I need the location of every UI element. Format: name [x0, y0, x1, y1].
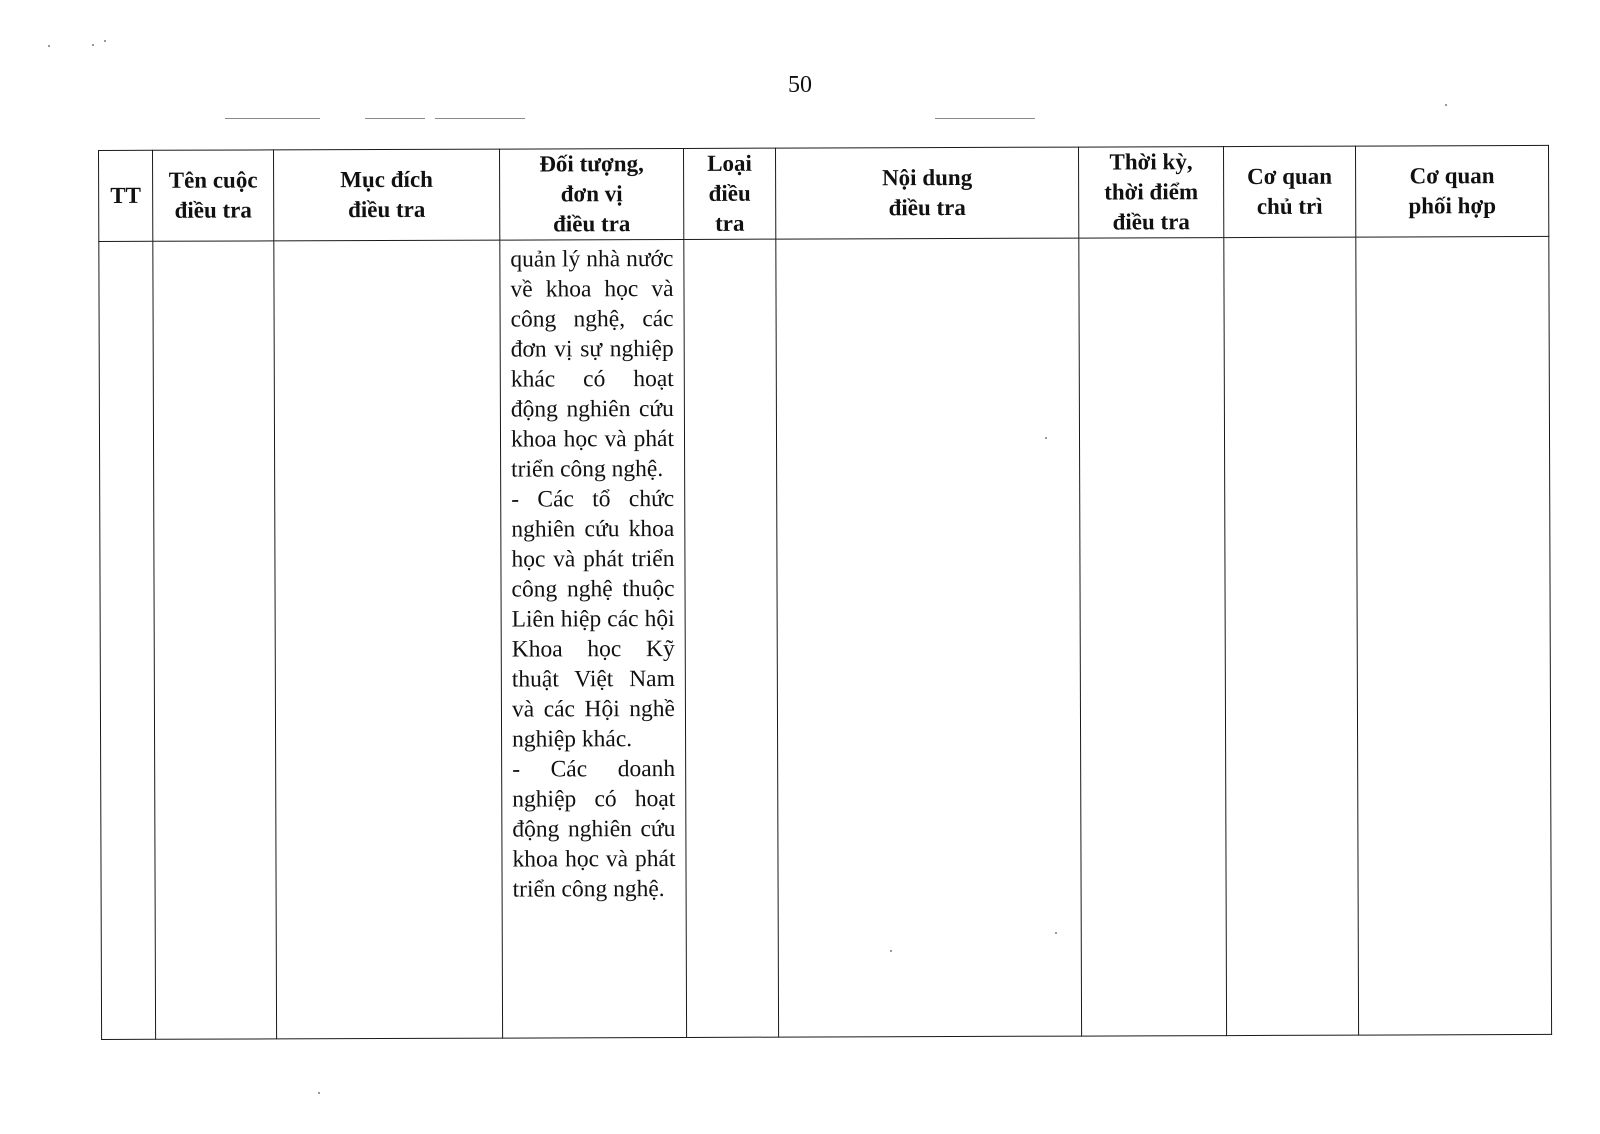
header-line: chủ trì [1256, 193, 1323, 219]
doi-tuong-paragraph: - Các doanh nghiệp có hoạt động nghiên cứu khoa học và phát triển công nghệ. [512, 755, 676, 903]
header-line: phối hợp [1408, 193, 1497, 219]
header-line: Cơ quan [1247, 163, 1333, 189]
cell-noi-dung-dieu-tra [776, 238, 1082, 1037]
header-line: điều tra [348, 196, 426, 223]
header-thoi-ky-thoi-diem [1078, 147, 1223, 239]
header-line: Mục đích [340, 166, 433, 193]
header-line: điều tra [1112, 209, 1190, 235]
scan-artifact-dot [318, 1092, 320, 1094]
cell-thoi-ky-thoi-diem [1079, 238, 1227, 1037]
header-line: đơn vị [560, 181, 623, 207]
scan-artifact-line [935, 118, 1035, 119]
header-line: tra [715, 210, 745, 236]
cell-loai-dieu-tra [684, 239, 779, 1037]
header-line: điều tra [553, 211, 631, 237]
survey-table [98, 145, 1552, 1040]
header-line: Thời kỳ, [1109, 149, 1193, 175]
table-row [99, 236, 1552, 1039]
doi-tuong-paragraph: quản lý nhà nước về khoa học và công nghệ, các đơn vị sự nghiệp khác có hoạt động nghiên cứu khoa học và phát triển công nghệ. [510, 245, 675, 483]
scan-artifact-dot [48, 45, 50, 47]
header-line: Tên cuộc [168, 167, 258, 193]
cell-tt [99, 241, 156, 1039]
header-co-quan-phoi-hop [1355, 145, 1548, 237]
header-line: điều [708, 180, 751, 206]
header-line: thời điểm [1104, 179, 1199, 205]
page-number: 50 [788, 72, 812, 98]
doi-tuong-text [500, 240, 685, 905]
header-co-quan-chu-tri [1223, 146, 1355, 237]
header-noi-dung-dieu-tra [775, 147, 1078, 239]
scan-artifact-line [365, 118, 425, 119]
scan-artifact-dot [92, 44, 94, 46]
header-line: Nội dung [881, 164, 973, 191]
header-ten-cuoc-dieu-tra [153, 150, 274, 241]
cell-co-quan-phoi-hop [1356, 236, 1552, 1035]
header-line: điều tra [888, 194, 966, 221]
scan-artifact-dot [104, 40, 106, 42]
cell-ten-cuoc-dieu-tra [153, 241, 277, 1039]
cell-muc-dich-dieu-tra [274, 240, 503, 1039]
header-tt-line: TT [110, 182, 142, 208]
cell-doi-tuong-don-vi [500, 239, 687, 1038]
header-doi-tuong-don-vi [499, 148, 683, 240]
header-line: Loại [707, 150, 752, 176]
cell-co-quan-chu-tri [1224, 237, 1359, 1035]
header-line: Đối tượng, [539, 151, 644, 177]
header-muc-dich-dieu-tra [274, 149, 500, 241]
scan-artifact-dot [1445, 104, 1447, 106]
scan-artifact-line [225, 118, 320, 119]
table-header-row [99, 145, 1549, 241]
doi-tuong-paragraph: - Các tổ chức nghiên cứu khoa học và phát triển công nghệ thuộc Liên hiệp các hội Khoa học Kỹ thuật Việt Nam và các Hội nghề nghiệp khác. [511, 485, 676, 753]
header-tt [99, 150, 153, 241]
header-loai-dieu-tra [683, 148, 775, 239]
scan-artifact-line [435, 118, 525, 119]
header-line: Cơ quan [1409, 163, 1495, 189]
header-line: điều tra [174, 197, 252, 223]
